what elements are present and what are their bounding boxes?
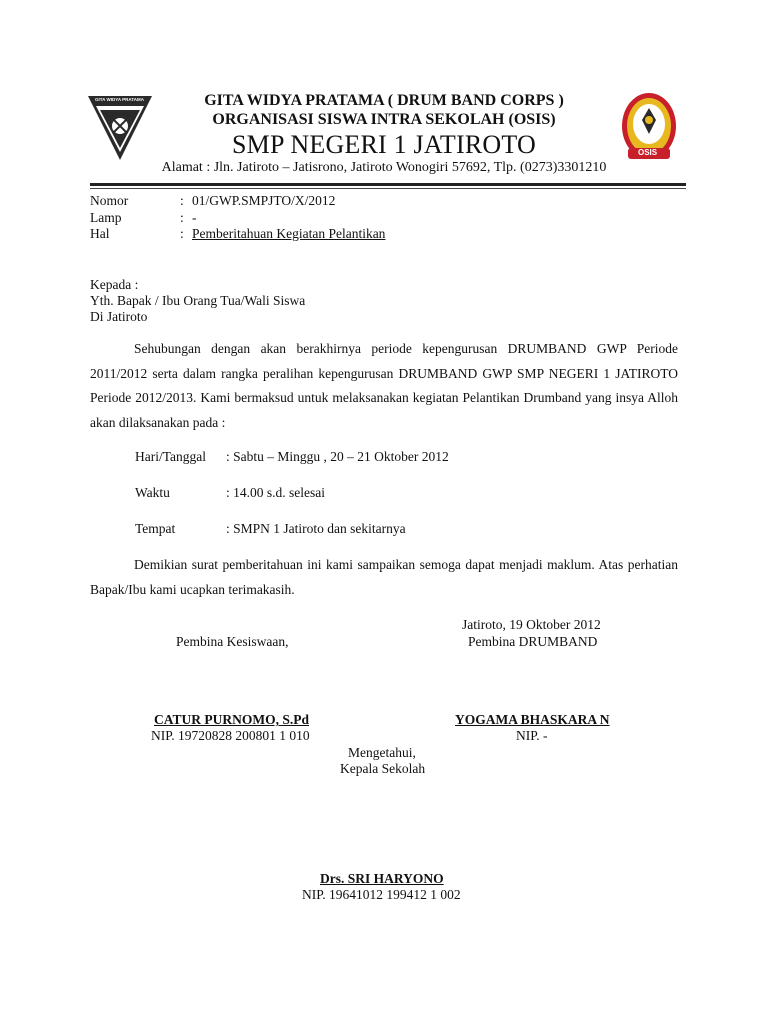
nomor-label: Nomor [90, 193, 129, 208]
principal-nip: NIP. 19641012 199412 1 002 [302, 887, 461, 902]
letterhead-osis: ORGANISASI SISWA INTRA SEKOLAH (OSIS) [212, 111, 556, 128]
right-signer-nip: NIP. - [516, 728, 548, 743]
nomor-value: 01/GWP.SMPJTO/X/2012 [192, 193, 336, 208]
detail-value-date: : Sabtu – Minggu , 20 – 21 Oktober 2012 [226, 449, 449, 464]
recipient-name: Yth. Bapak / Ibu Orang Tua/Wali Siswa [90, 293, 306, 308]
body-paragraph-2: Demikian surat pemberitahuan ini kami sampaikan semoga dapat menjadi maklum. Atas perhatian Bapak/Ibu kami ucapkan terimakasih. [90, 557, 678, 597]
hal-value: Pemberitahuan Kegiatan Pelantikan [192, 226, 386, 241]
logo-left-label: GITA WIDYA PRATAMA [95, 97, 144, 102]
hal-label: Hal [90, 226, 110, 241]
lamp-colon: : [180, 210, 184, 225]
acknowledged-label: Mengetahui, [348, 745, 416, 760]
body-paragraph-1: Sehubungan dengan akan berakhirnya periode kepengurusan DRUMBAND GWP Periode 2011/2012 serta dalam rangka peralihan kepengurusan DRUMBAND GWP SMP NEGERI 1 JATIROTO Periode 2012/2013. Kami bermaksud untuk melaksanakan kegiatan Pelantikan Drumband yang insya Alloh akan dilaksanakan pada : [90, 341, 678, 430]
letterhead-org: GITA WIDYA PRATAMA ( DRUM BAND CORPS ) [204, 92, 564, 109]
right-signer-title: Pembina DRUMBAND [468, 634, 598, 649]
nomor-colon: : [180, 193, 184, 208]
detail-label-date: Hari/Tanggal [135, 449, 207, 464]
letterhead-rule-thin [90, 188, 686, 189]
letterhead-rule-thick [90, 183, 686, 186]
lamp-label: Lamp [90, 210, 122, 225]
detail-value-place: : SMPN 1 Jatiroto dan sekitarnya [226, 521, 406, 536]
detail-value-time: : 14.00 s.d. selesai [226, 485, 325, 500]
principal-name: Drs. SRI HARYONO [320, 871, 444, 886]
recipient-kepada: Kepada : [90, 277, 139, 292]
principal-title: Kepala Sekolah [340, 761, 426, 776]
right-signer-name: YOGAMA BHASKARA N [455, 712, 610, 727]
recipient-location: Di Jatiroto [90, 309, 148, 324]
detail-label-place: Tempat [135, 521, 176, 536]
letterhead-school: SMP NEGERI 1 JATIROTO [232, 130, 536, 159]
letterhead-address: Alamat : Jln. Jatiroto – Jatisrono, Jatiroto Wonogiri 57692, Tlp. (0273)3301210 [161, 160, 607, 175]
left-signer-nip: NIP. 19720828 200801 1 010 [151, 728, 310, 743]
lamp-value: - [192, 210, 197, 225]
place-date: Jatiroto, 19 Oktober 2012 [462, 617, 601, 632]
hal-colon: : [180, 226, 184, 241]
detail-label-time: Waktu [135, 485, 170, 500]
left-signer-name: CATUR PURNOMO, S.Pd [154, 712, 309, 727]
logo-left-sublabel: SMP N 1 JATIROTO [103, 106, 138, 110]
left-signer-title: Pembina Kesiswaan, [176, 634, 289, 649]
logo-right-label: OSIS [638, 148, 658, 157]
